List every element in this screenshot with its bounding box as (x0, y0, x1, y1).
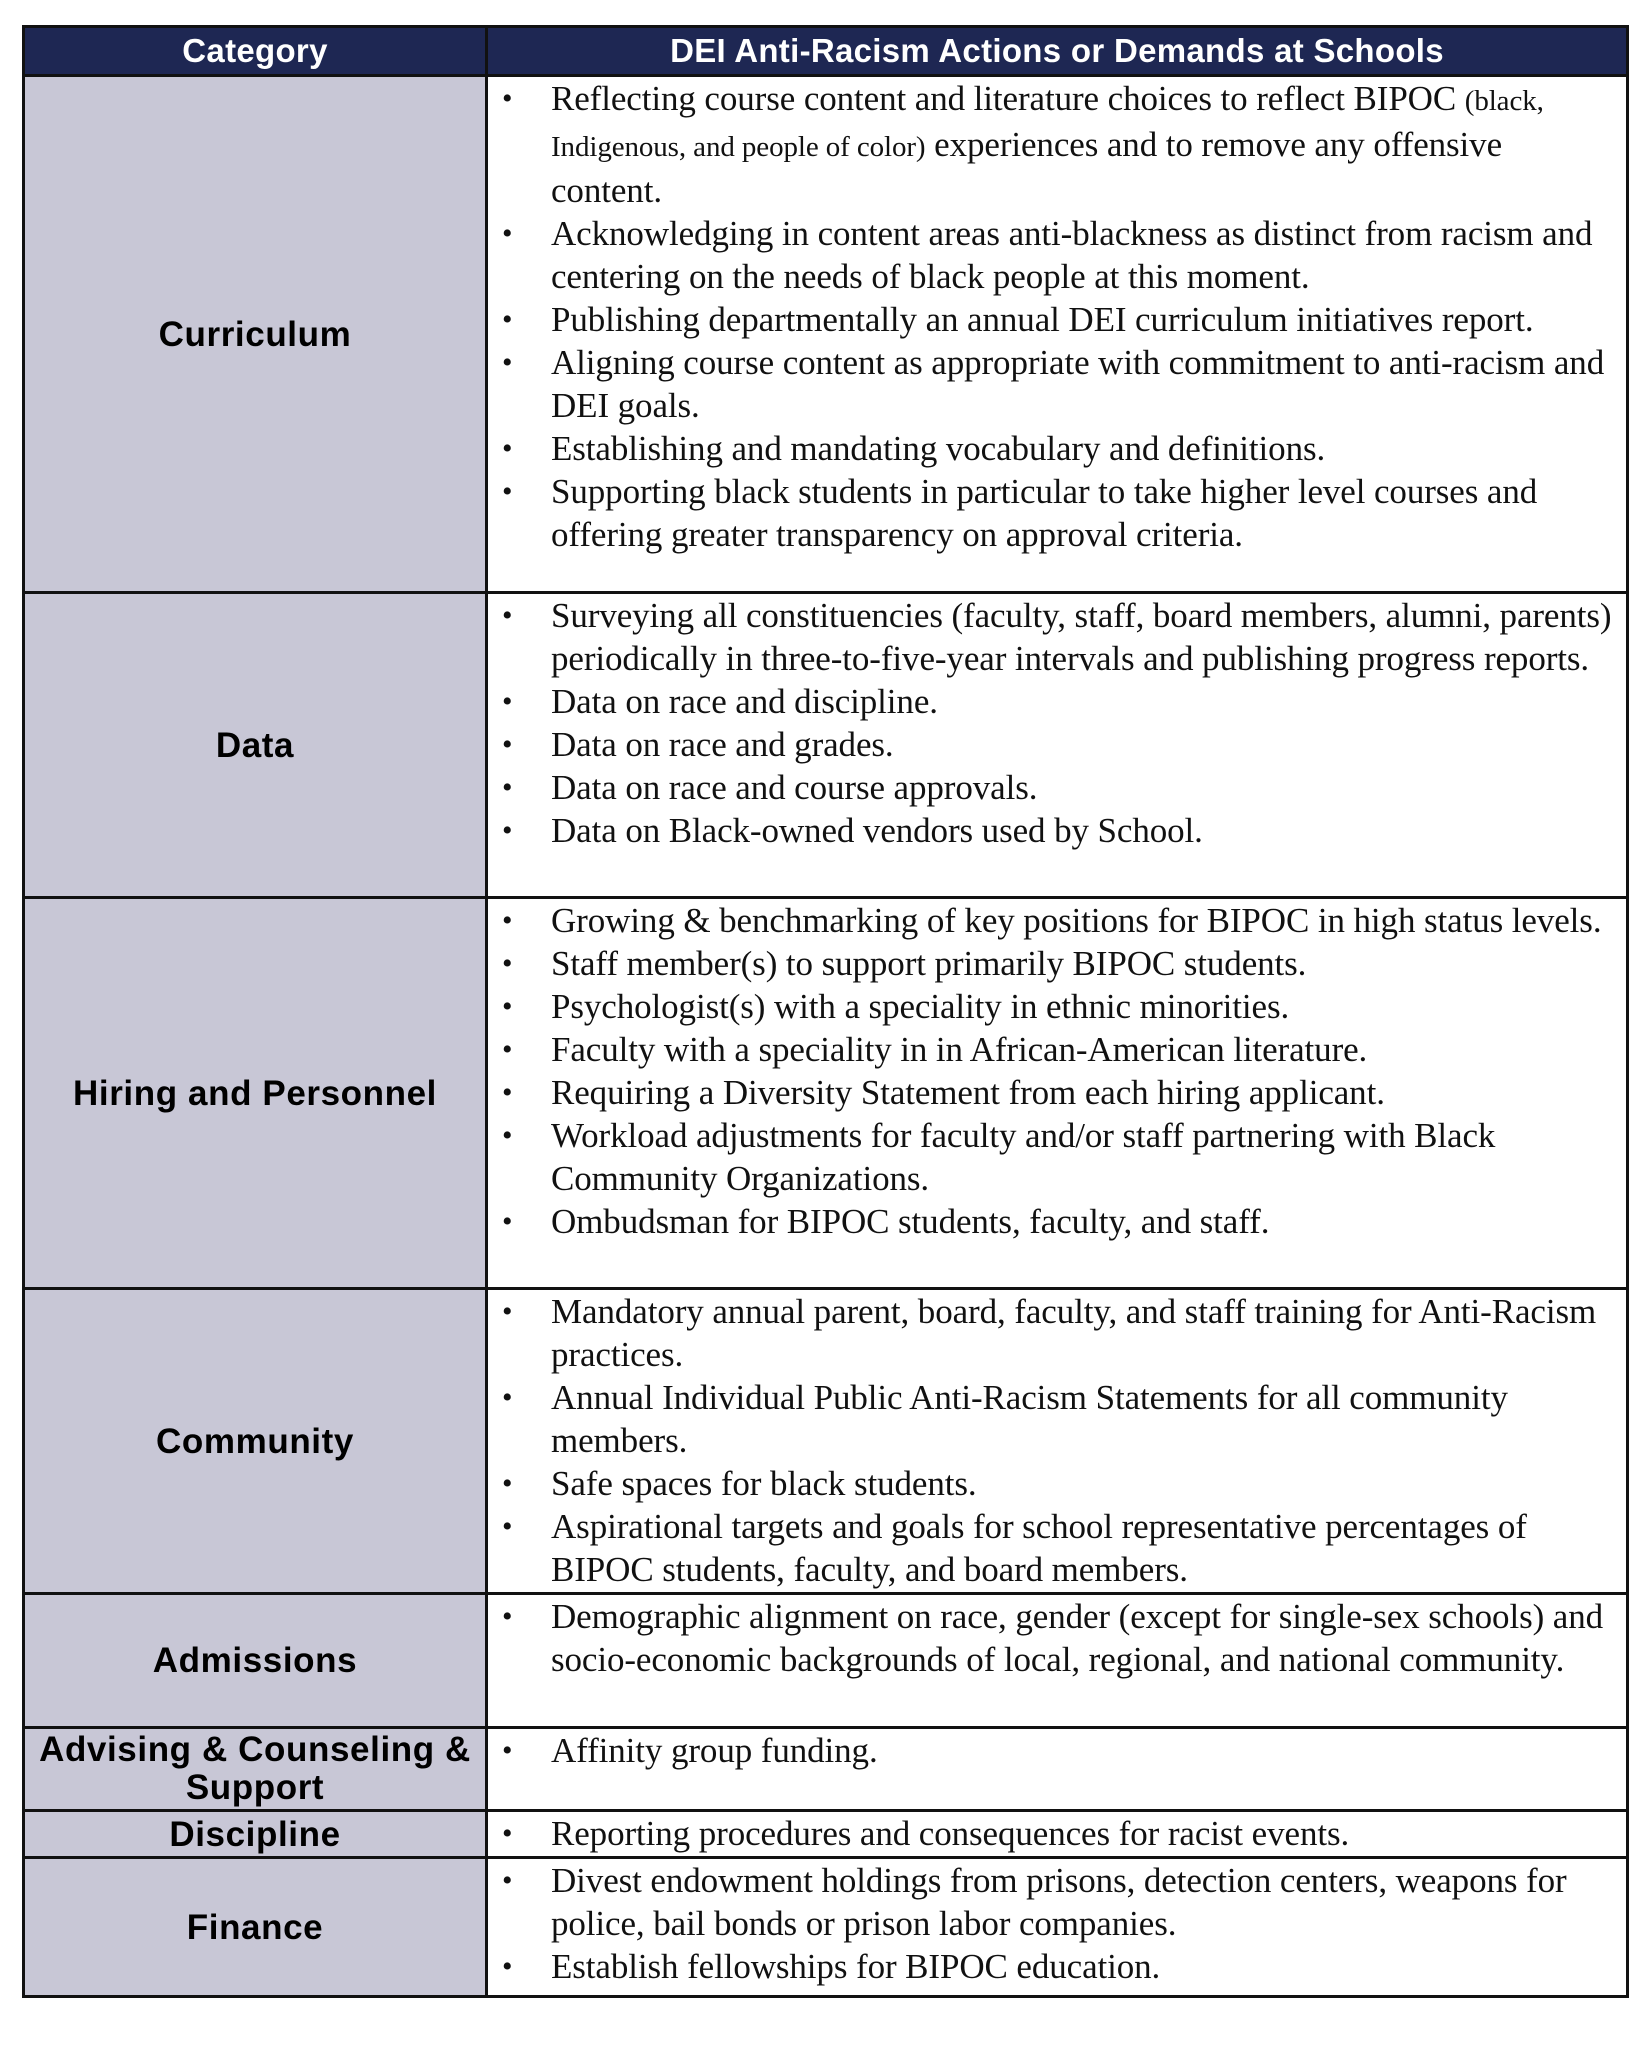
table-row-admissions (24, 1594, 1628, 1728)
bipoc-definition: (black, Indigenous, and people of color) (551, 85, 1544, 163)
list-item (488, 341, 1618, 427)
table-header-row (24, 27, 1628, 76)
list-item (488, 298, 1618, 341)
list-item (488, 1729, 1618, 1772)
list-item-text: Reflecting course content and literature choices to reflect BIPOC (black, Indigenous, and people of color) experiences and to remove any offensive content. (551, 79, 1544, 210)
table-row-curriculum (24, 76, 1628, 593)
list-item-text: Workload adjustments for faculty and/or staff partnering with Black Community Organizations. (551, 1116, 1496, 1198)
actions-cell (487, 1728, 1628, 1811)
bullet-icon: • (502, 1205, 513, 1238)
list-item-text: Affinity group funding. (551, 1731, 878, 1770)
category-cell: Hiring and Personnel (24, 898, 487, 1289)
actions-list (488, 1859, 1626, 1988)
actions-list (488, 1812, 1626, 1855)
list-item-text: Growing & benchmarking of key positions for BIPOC in high status levels. (551, 901, 1602, 940)
list-item-text: Surveying all constituencies (faculty, staff, board members, alumni, parents) periodically in three-to-five-year intervals and publishing progress reports. (551, 596, 1612, 678)
list-item (488, 470, 1618, 556)
table-row-hiring-and-personnel (24, 898, 1628, 1289)
bullet-icon: • (502, 599, 513, 632)
bullet-icon: • (502, 217, 513, 250)
list-item-text: Reporting procedures and consequences for racist events. (551, 1814, 1350, 1853)
list-item (488, 809, 1618, 852)
list-item (488, 899, 1618, 942)
list-item (488, 985, 1618, 1028)
list-item-text: Ombudsman for BIPOC students, faculty, and staff. (551, 1202, 1270, 1241)
dei-actions-table-container (22, 25, 1626, 1998)
list-item (488, 1200, 1618, 1243)
list-item-text: Staff member(s) to support primarily BIPOC students. (551, 944, 1307, 983)
bullet-icon: • (502, 1600, 513, 1633)
actions-list (488, 1595, 1626, 1681)
list-item-text: Divest endowment holdings from prisons, detection centers, weapons for police, bail bonds or prison labor companies. (551, 1861, 1567, 1943)
bullet-icon: • (502, 685, 513, 718)
column-header-category: Category (24, 27, 487, 76)
list-item-text: Acknowledging in content areas anti-blackness as distinct from racism and centering on the needs of black people at this moment. (551, 214, 1593, 296)
actions-cell (487, 1811, 1628, 1858)
list-item (488, 1812, 1618, 1855)
list-item-text: Publishing departmentally an annual DEI curriculum initiatives report. (551, 300, 1534, 339)
column-header-actions: DEI Anti-Racism Actions or Demands at Schools (487, 27, 1628, 76)
bullet-icon: • (502, 1381, 513, 1414)
category-cell: Advising & Counseling & Support (24, 1728, 487, 1811)
category-cell: Admissions (24, 1594, 487, 1728)
category-cell: Community (24, 1289, 487, 1594)
bullet-icon: • (502, 346, 513, 379)
bullet-icon: • (502, 1467, 513, 1500)
bullet-icon: • (502, 1033, 513, 1066)
list-item (488, 723, 1618, 766)
list-item-text: Supporting black students in particular to take higher level courses and offering greater transparency on approval criteria. (551, 472, 1538, 554)
list-item (488, 1114, 1618, 1200)
table-body (24, 76, 1628, 1997)
bullet-icon: • (502, 1076, 513, 1109)
bullet-icon: • (502, 475, 513, 508)
bullet-icon: • (502, 904, 513, 937)
list-item (488, 1505, 1618, 1591)
category-cell: Finance (24, 1858, 487, 1997)
bullet-icon: • (502, 947, 513, 980)
bullet-icon: • (502, 771, 513, 804)
list-item-text: Psychologist(s) with a speciality in ethnic minorities. (551, 987, 1290, 1026)
actions-list (488, 1729, 1626, 1772)
list-item (488, 1462, 1618, 1505)
list-item-text: Requiring a Diversity Statement from each hiring applicant. (551, 1073, 1385, 1112)
actions-cell (487, 1858, 1628, 1997)
bullet-icon: • (502, 728, 513, 761)
list-item-text: Mandatory annual parent, board, faculty, and staff training for Anti-Racism practices. (551, 1292, 1597, 1374)
list-item-text: Data on Black-owned vendors used by School. (551, 811, 1203, 850)
list-item (488, 1028, 1618, 1071)
list-item-text: Data on race and discipline. (551, 682, 938, 721)
bullet-icon: • (502, 1119, 513, 1152)
category-cell: Data (24, 593, 487, 898)
list-item (488, 1595, 1618, 1681)
list-item-text: Faculty with a speciality in in African-American literature. (551, 1030, 1368, 1069)
table-row-discipline (24, 1811, 1628, 1858)
actions-list (488, 1290, 1626, 1591)
dei-actions-table (22, 25, 1629, 1998)
bullet-icon: • (502, 432, 513, 465)
category-cell: Discipline (24, 1811, 487, 1858)
list-item-text: Aligning course content as appropriate with commitment to anti-racism and DEI goals. (551, 343, 1605, 425)
bullet-icon: • (502, 1295, 513, 1328)
bullet-icon: • (502, 1510, 513, 1543)
list-item (488, 942, 1618, 985)
list-item (488, 212, 1618, 298)
list-item (488, 1376, 1618, 1462)
list-item (488, 427, 1618, 470)
list-item (488, 766, 1618, 809)
list-item-text: Safe spaces for black students. (551, 1464, 977, 1503)
bullet-icon: • (502, 82, 513, 115)
list-item (488, 77, 1618, 212)
list-item-text: Data on race and course approvals. (551, 768, 1038, 807)
actions-list (488, 899, 1626, 1243)
list-item (488, 680, 1618, 723)
list-item (488, 1290, 1618, 1376)
table-row-data (24, 593, 1628, 898)
table-row-advising-and-counseling-and-support (24, 1728, 1628, 1811)
bullet-icon: • (502, 1734, 513, 1767)
list-item (488, 594, 1618, 680)
bullet-icon: • (502, 303, 513, 336)
list-item (488, 1945, 1618, 1988)
bullet-icon: • (502, 1950, 513, 1983)
list-item (488, 1071, 1618, 1114)
list-item-text: Establishing and mandating vocabulary and definitions. (551, 429, 1326, 468)
actions-list (488, 594, 1626, 852)
actions-cell (487, 593, 1628, 898)
table-row-community (24, 1289, 1628, 1594)
bullet-icon: • (502, 990, 513, 1023)
bullet-icon: • (502, 1864, 513, 1897)
list-item-text: Establish fellowships for BIPOC education. (551, 1947, 1161, 1986)
actions-cell (487, 1289, 1628, 1594)
list-item-text: Demographic alignment on race, gender (except for single-sex schools) and socio-economic backgrounds of local, regional, and national community. (551, 1597, 1604, 1679)
actions-cell (487, 76, 1628, 593)
bullet-icon: • (502, 814, 513, 847)
category-cell: Curriculum (24, 76, 487, 593)
table-row-finance (24, 1858, 1628, 1997)
actions-cell (487, 898, 1628, 1289)
list-item-text: Data on race and grades. (551, 725, 894, 764)
actions-cell (487, 1594, 1628, 1728)
bullet-icon: • (502, 1817, 513, 1850)
list-item-text: Annual Individual Public Anti-Racism Statements for all community members. (551, 1378, 1508, 1460)
list-item-text: Aspirational targets and goals for school representative percentages of BIPOC students, faculty, and board members. (551, 1507, 1527, 1589)
list-item (488, 1859, 1618, 1945)
actions-list (488, 77, 1626, 556)
